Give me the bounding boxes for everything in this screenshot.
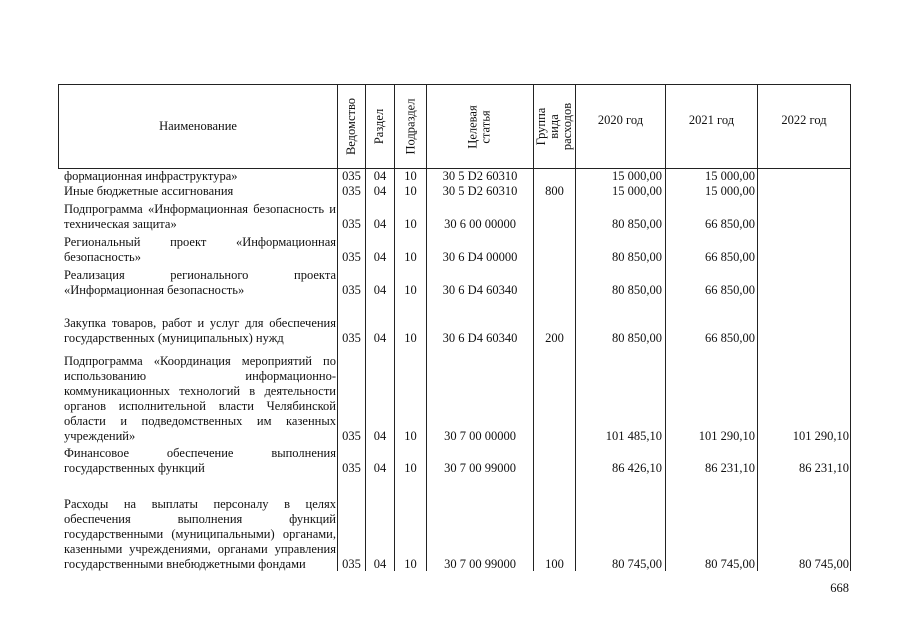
- cell-razdel: 04: [373, 557, 387, 571]
- header-celevaya-statya: Целевая статья: [466, 104, 493, 149]
- header-2021: 2021 год: [688, 112, 735, 127]
- header-gruppa-vida: Группа вида расходов: [534, 102, 575, 151]
- cell-2021: 66 850,00: [705, 250, 755, 264]
- cell-celevaya-statya: 30 6 D4 00000: [442, 250, 518, 264]
- cell-2021: 15 000,00: [705, 169, 755, 183]
- cell-razdel: 04: [373, 169, 387, 183]
- cell-celevaya-statya: 30 5 D2 60310: [442, 169, 518, 183]
- cell-2021: 15 000,00: [705, 184, 755, 198]
- cell-vedomstvo: 035: [342, 184, 361, 198]
- cell-2021: 80 745,00: [705, 557, 755, 571]
- cell-name: Закупка товаров, работ и услуг для обеспечения государственных (муниципальных) нужд: [64, 316, 336, 345]
- table-row: [58, 444, 851, 476]
- cell-podrazdel: 10: [404, 557, 417, 571]
- cell-vedomstvo: 035: [342, 429, 361, 443]
- budget-table: [58, 84, 851, 571]
- cell-vedomstvo: 035: [342, 250, 361, 264]
- cell-podrazdel: 10: [404, 283, 417, 297]
- cell-2020: 80 850,00: [612, 283, 662, 297]
- cell-2022: 101 290,10: [792, 429, 849, 443]
- header-podrazdel: Подраздел: [403, 98, 417, 155]
- cell-gruppa-vida: 200: [545, 331, 564, 345]
- cell-celevaya-statya: 30 7 00 99000: [444, 461, 516, 475]
- cell-podrazdel: 10: [404, 217, 417, 231]
- cell-celevaya-statya: 30 6 D4 60340: [442, 331, 518, 345]
- cell-name: Региональный проект «Информационная безопасность»: [64, 235, 336, 264]
- cell-name: Иные бюджетные ассигнования: [64, 184, 234, 198]
- table-row: [58, 265, 851, 298]
- cell-2020: 15 000,00: [612, 184, 662, 198]
- table-row: [58, 346, 851, 444]
- cell-2021: 101 290,10: [698, 429, 755, 443]
- table-row: [58, 184, 851, 199]
- cell-2020: 80 850,00: [612, 331, 662, 345]
- cell-name: Подпрограмма «Информационная безопасность и техническая защита»: [64, 202, 336, 231]
- cell-vedomstvo: 035: [342, 557, 361, 571]
- table-row: [58, 476, 851, 572]
- cell-vedomstvo: 035: [342, 331, 361, 345]
- cell-2021: 66 850,00: [705, 283, 755, 297]
- cell-razdel: 04: [373, 250, 387, 264]
- header-vedomstvo: Ведомство: [344, 97, 358, 156]
- cell-vedomstvo: 035: [342, 217, 361, 231]
- cell-2021: 66 850,00: [705, 217, 755, 231]
- cell-razdel: 04: [373, 331, 387, 345]
- cell-podrazdel: 10: [404, 250, 417, 264]
- table-row: [58, 232, 851, 265]
- cell-vedomstvo: 035: [342, 283, 361, 297]
- cell-name: Подпрограмма «Координация мероприятий по использованию информационно-коммуникационных технологий в деятельности органов исполнительной власти Челябинской области и подведомственных им казенных учреждений»: [64, 354, 336, 443]
- cell-celevaya-statya: 30 6 D4 60340: [442, 283, 518, 297]
- cell-2022: 86 231,10: [799, 461, 849, 475]
- cell-2020: 80 850,00: [612, 217, 662, 231]
- cell-razdel: 04: [373, 217, 387, 231]
- cell-razdel: 04: [373, 184, 387, 198]
- cell-2021: 86 231,10: [705, 461, 755, 475]
- cell-razdel: 04: [373, 283, 387, 297]
- cell-podrazdel: 10: [404, 331, 417, 345]
- cell-podrazdel: 10: [404, 169, 417, 183]
- cell-celevaya-statya: 30 6 00 00000: [444, 217, 516, 231]
- cell-2020: 80 850,00: [612, 250, 662, 264]
- cell-podrazdel: 10: [404, 429, 417, 443]
- cell-vedomstvo: 035: [342, 169, 361, 183]
- cell-2021: 66 850,00: [705, 331, 755, 345]
- header-razdel: Раздел: [372, 108, 387, 145]
- header-2022: 2022 год: [781, 112, 827, 127]
- cell-2020: 80 745,00: [612, 557, 662, 571]
- cell-razdel: 04: [373, 429, 387, 443]
- cell-2022: 80 745,00: [799, 557, 849, 571]
- cell-celevaya-statya: 30 7 00 99000: [444, 557, 516, 571]
- cell-vedomstvo: 035: [342, 461, 361, 475]
- cell-razdel: 04: [373, 461, 387, 475]
- header-name: Наименование: [159, 119, 237, 133]
- page-number: 668: [830, 581, 849, 595]
- cell-podrazdel: 10: [404, 184, 417, 198]
- cell-2020: 15 000,00: [612, 169, 662, 183]
- table-row: [58, 199, 851, 232]
- cell-celevaya-statya: 30 7 00 00000: [444, 429, 516, 443]
- table-row: [58, 298, 851, 346]
- header-2020: 2020 год: [597, 112, 644, 127]
- cell-gruppa-vida: 800: [545, 184, 564, 198]
- table-row: [58, 169, 851, 184]
- cell-name: Реализация регионального проекта «Информационная безопасность»: [64, 268, 336, 297]
- cell-2020: 86 426,10: [612, 461, 662, 475]
- cell-celevaya-statya: 30 5 D2 60310: [442, 184, 518, 198]
- cell-name: формационная инфраструктура»: [64, 169, 238, 183]
- cell-name: Финансовое обеспечение выполнения государственных функций: [64, 446, 336, 475]
- cell-podrazdel: 10: [404, 461, 417, 475]
- cell-gruppa-vida: 100: [545, 557, 564, 571]
- cell-name: Расходы на выплаты персоналу в целях обеспечения выполнения функций государственными (муниципальными) органами, казенными учреждениями, органами управления государственными внебюджетными фондами: [64, 497, 336, 571]
- cell-2020: 101 485,10: [605, 429, 662, 443]
